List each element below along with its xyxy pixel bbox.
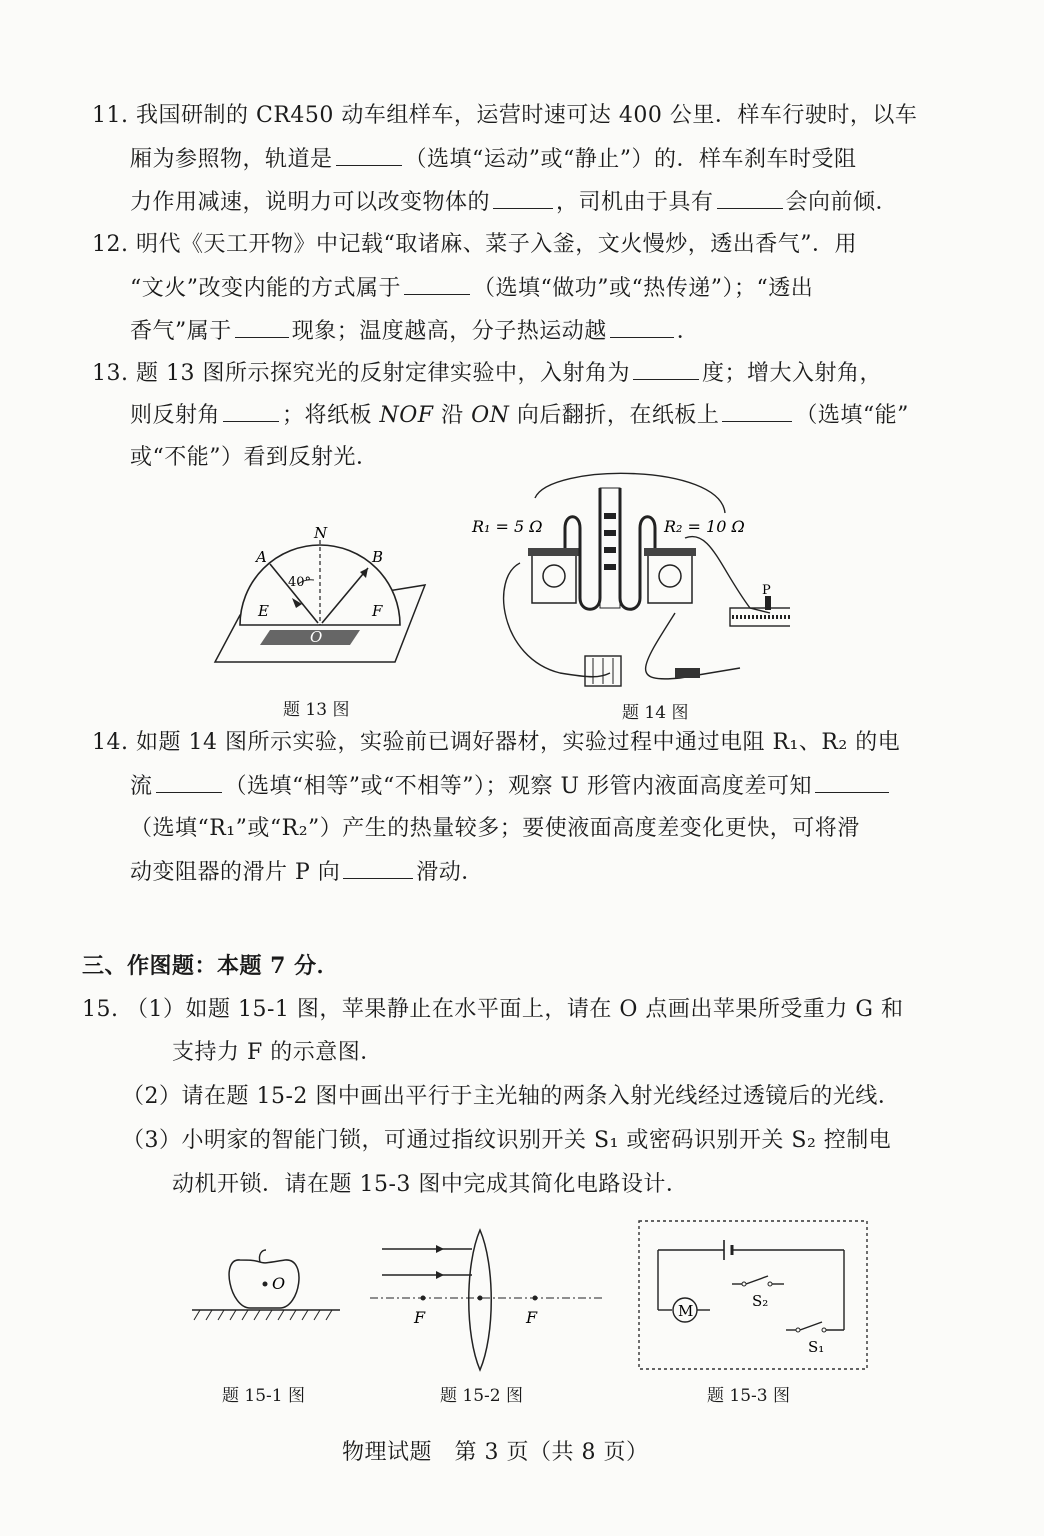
- fig15-1-caption: 题 15-1 图: [222, 1386, 305, 1406]
- fig14-caption: 题 14 图: [622, 703, 689, 723]
- q14-line1: 14. 如题 14 图所示实验，实验前已调好器材，实验过程中通过电阻 R₁、R₂ 的电: [92, 730, 901, 755]
- answer-blank[interactable]: [610, 315, 674, 338]
- q13-number: 13.: [92, 361, 129, 386]
- fig13-label-n: N: [314, 524, 328, 542]
- figure-15-3-circuit: [636, 1218, 870, 1373]
- fig13-label-o: O: [310, 628, 323, 646]
- q13-line3: 或“不能”）看到反射光．: [130, 445, 379, 470]
- q12-number: 12.: [92, 232, 129, 257]
- q12-line2: “文火”改变内能的方式属于 （选填“做功”或“热传递”）；“透出: [130, 272, 813, 305]
- q15-line2: 支持力 F 的示意图．: [172, 1040, 383, 1065]
- q14-line3: （选填“R₁”或“R₂”）产生的热量较多；要使液面高度差变化更快，可将滑: [130, 816, 860, 841]
- fig13-label-a: A: [256, 548, 267, 566]
- answer-blank[interactable]: [235, 315, 289, 338]
- q14-line4: 动变阻器的滑片 P 向 滑动．: [130, 856, 484, 889]
- figure-15-1-apple: [190, 1248, 350, 1328]
- fig13-label-b: B: [372, 548, 384, 566]
- page-footer: 物理试题 第 3 页（共 8 页）: [342, 1440, 649, 1465]
- q11-line2: 厢为参照物，轨道是 （选填“运动”或“静止”）的．样车刹车时受阻: [130, 143, 857, 176]
- fig14-r1-label: R₁ = 5 Ω: [472, 517, 543, 536]
- fig13-label-f: F: [372, 602, 383, 620]
- fig14-r2-label: R₂ = 10 Ω: [664, 517, 745, 536]
- figure-13-reflection-diagram: [210, 520, 430, 670]
- fig15-3-caption: 题 15-3 图: [707, 1386, 790, 1406]
- q11-number: 11.: [92, 103, 129, 128]
- q13-line2: 则反射角 ；将纸板 NOF 沿 ON 向后翻折，在纸板上 （选填“能”: [130, 399, 909, 432]
- fig13-angle-label: 40°: [288, 575, 312, 590]
- answer-blank[interactable]: [336, 143, 402, 166]
- q15-line3: （2）请在题 15-2 图中画出平行于主光轴的两条入射光线经过透镜后的光线．: [122, 1084, 901, 1109]
- fig13-caption: 题 13 图: [283, 700, 350, 720]
- q14-number: 14.: [92, 730, 129, 755]
- fig15-3-motor-label: M: [678, 1302, 694, 1320]
- q15-number: 15.: [82, 997, 119, 1022]
- q12-line3: 香气”属于 现象；温度越高，分子热运动越 ．: [130, 315, 699, 348]
- answer-blank[interactable]: [815, 770, 889, 793]
- q13-line1: 13. 题 13 图所示探究光的反射定律实验中，入射角为 度；增大入射角，: [92, 357, 882, 390]
- q11-line1: [92, 100, 917, 132]
- fig14-slider-label: P: [762, 583, 771, 598]
- q15-line5: 动机开锁．请在题 15-3 图中完成其简化电路设计．: [172, 1172, 689, 1197]
- answer-blank[interactable]: [343, 856, 413, 879]
- fig15-3-s1-label: S₁: [808, 1338, 825, 1356]
- fig15-2-label-f-left: F: [414, 1308, 426, 1327]
- answer-blank[interactable]: [493, 186, 553, 209]
- section-3-title: 三、作图题：本题 7 分．: [82, 953, 340, 979]
- q11-line3: 力作用减速，说明力可以改变物体的 ，司机由于具有 会向前倾．: [130, 186, 898, 219]
- figure-15-2-lens: [370, 1225, 610, 1375]
- answer-blank[interactable]: [156, 770, 222, 793]
- fig15-2-label-f-right: F: [526, 1308, 538, 1327]
- q14-line2: 流 （选填“相等”或“不相等”）；观察 U 形管内液面高度差可知: [130, 770, 892, 803]
- answer-blank[interactable]: [722, 399, 792, 422]
- answer-blank[interactable]: [633, 357, 699, 380]
- q12-line1: 12. 明代《天工开物》中记载“取诸麻、菜子入釜，文火慢炒，透出香气”．用: [92, 232, 857, 257]
- q11-text-1: 我国研制的 CR450 动车组样车，运营时速可达 400 公里．样车行驶时，以车: [136, 103, 918, 128]
- answer-blank[interactable]: [717, 186, 783, 209]
- fig15-3-s2-label: S₂: [752, 1292, 769, 1310]
- answer-blank[interactable]: [404, 272, 470, 295]
- fig15-1-label-o: O: [272, 1274, 286, 1293]
- q15-line4: （3）小明家的智能门锁，可通过指纹识别开关 S₁ 或密码识别开关 S₂ 控制电: [122, 1128, 892, 1153]
- figure-14-circuit: [470, 468, 790, 698]
- fig15-2-caption: 题 15-2 图: [440, 1386, 523, 1406]
- answer-blank[interactable]: [223, 399, 279, 422]
- fig13-label-e: E: [258, 602, 269, 620]
- q15-line1: 15. （1）如题 15-1 图，苹果静止在水平面上，请在 O 点画出苹果所受重力 G 和: [82, 997, 904, 1022]
